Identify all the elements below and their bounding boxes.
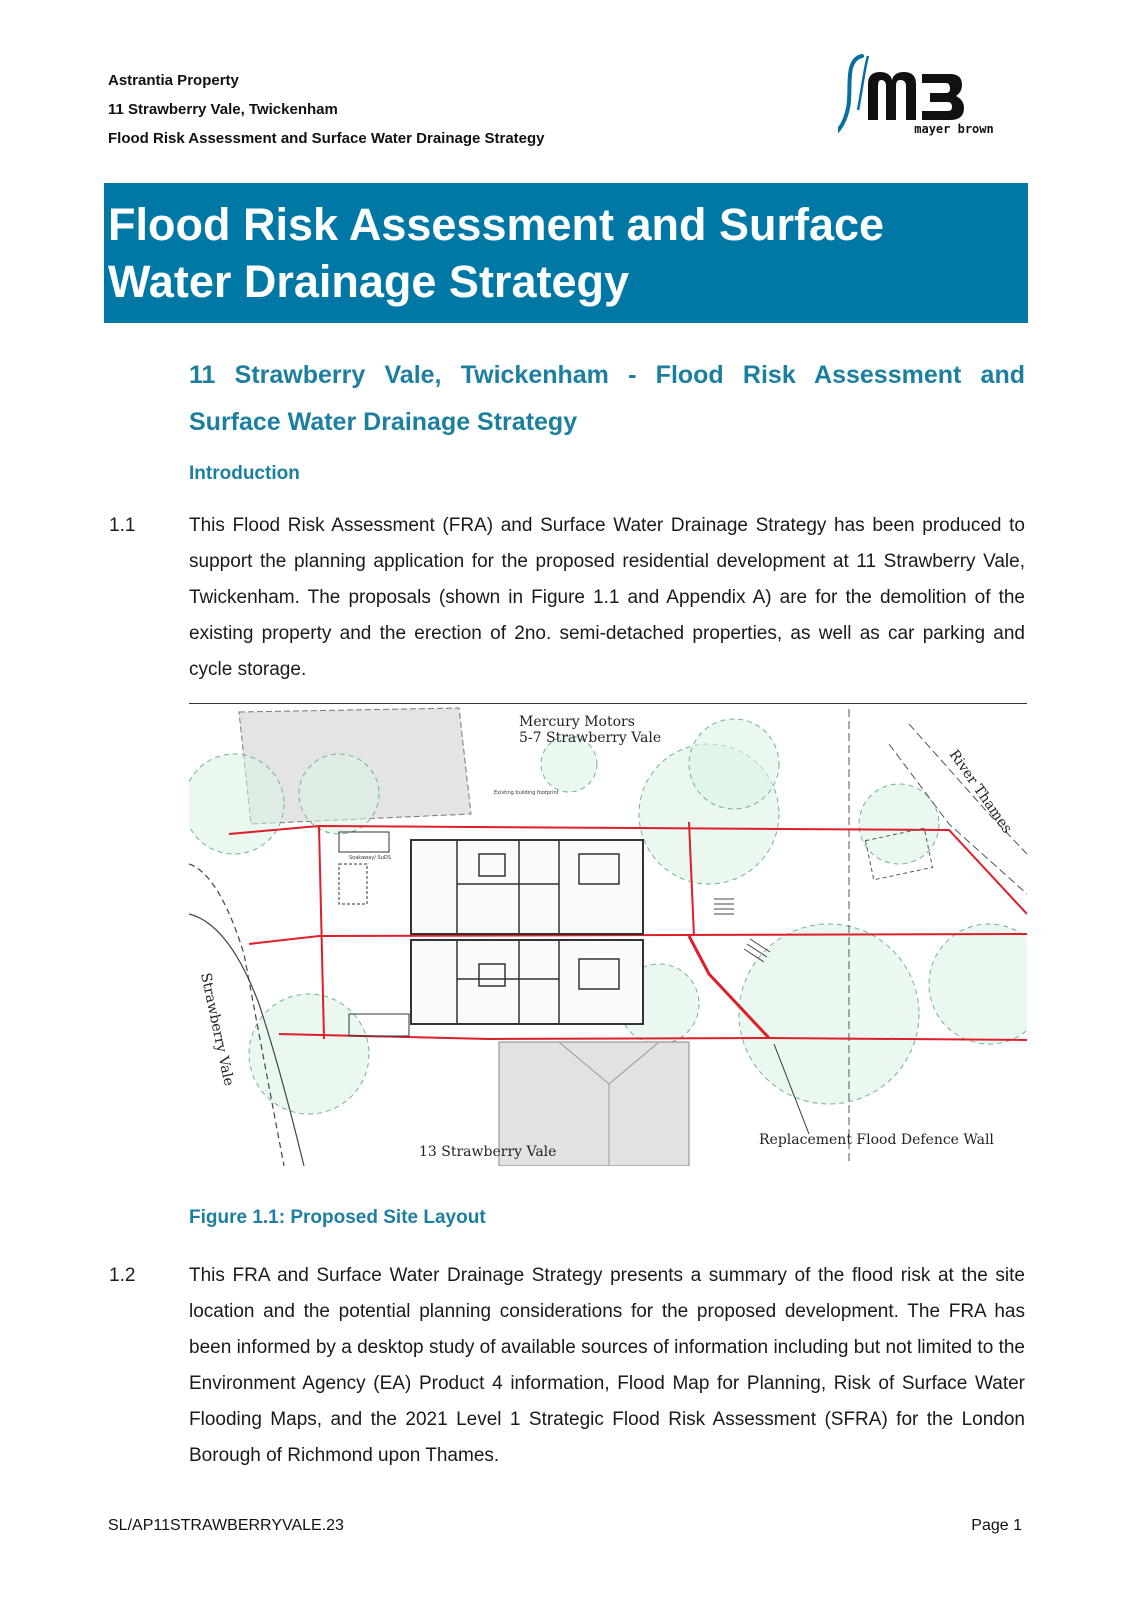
header-site: 11 Strawberry Vale, Twickenham — [108, 101, 338, 118]
label-building-footprint: Existing building footprint — [494, 790, 559, 796]
mayer-brown-logo — [838, 50, 1034, 146]
label-strawberry-vale: Strawberry Vale — [197, 971, 237, 1088]
paragraph-text: This FRA and Surface Water Drainage Strategy presents a summary of the flood risk at the site location and the potential planning considerations for the proposed development. The FRA has been informed by a desktop study of available sources of information including but not limited to the Environment Agency (EA) Product 4 information, Flood Map for Planning, Risk of Surface Water Flooding Maps, and the 2021 Level 1 Strategic Flood Risk Assessment (SFRA) for the London Borough of Richmond upon Thames. — [189, 1265, 1025, 1466]
label-mercury-address: 5-7 Strawberry Vale — [519, 730, 662, 746]
paragraph-text: This Flood Risk Assessment (FRA) and Surface Water Drainage Strategy has been produced to support the planning application for the proposed residential development at 11 Strawberry Vale, Twickenham. The proposals (shown in Figure 1.1 and Appendix A) are for the demolition of the existing property and the erection of 2no. semi-detached properties, as well as car parking and cycle storage. — [189, 515, 1025, 680]
footer-page-number: Page 1 — [971, 1517, 1022, 1534]
proposed-buildings — [411, 840, 643, 1024]
header-report-title: Flood Risk Assessment and Surface Water Drainage Strategy — [108, 130, 545, 147]
header-client: Astrantia Property — [108, 72, 239, 89]
paragraph-number: 1.1 — [109, 515, 136, 536]
site-layout-drawing — [189, 704, 1027, 1166]
document-subtitle: 11 Strawberry Vale, Twickenham - Flood Risk Assessment and Surface Water Drainage Strategy — [189, 361, 1025, 436]
label-13-strawberry-vale: 13 Strawberry Vale — [419, 1144, 557, 1160]
label-soakaway: Soakaway/ SuDS — [349, 855, 391, 861]
title-banner — [104, 183, 1028, 323]
site-layout-figure — [189, 703, 1027, 1166]
label-mercury-motors: Mercury Motors — [519, 714, 635, 730]
section-heading: Introduction — [189, 463, 300, 484]
footer-reference: SL/AP11STRAWBERRYVALE.23 — [108, 1517, 344, 1534]
logo-wordmark: mayer brown — [914, 122, 994, 136]
paragraph-number: 1.2 — [109, 1265, 136, 1286]
banner-title-line-2: Water Drainage Strategy — [108, 256, 629, 307]
figure-caption: Figure 1.1: Proposed Site Layout — [189, 1207, 486, 1228]
banner-title-line-1: Flood Risk Assessment and Surface — [108, 199, 885, 250]
cycle-stores — [339, 832, 409, 1036]
garden-steps — [714, 899, 770, 962]
label-flood-defence-wall: Replacement Flood Defence Wall — [759, 1132, 994, 1148]
running-header — [108, 66, 545, 153]
label-river-thames: River Thames — [945, 747, 1015, 837]
